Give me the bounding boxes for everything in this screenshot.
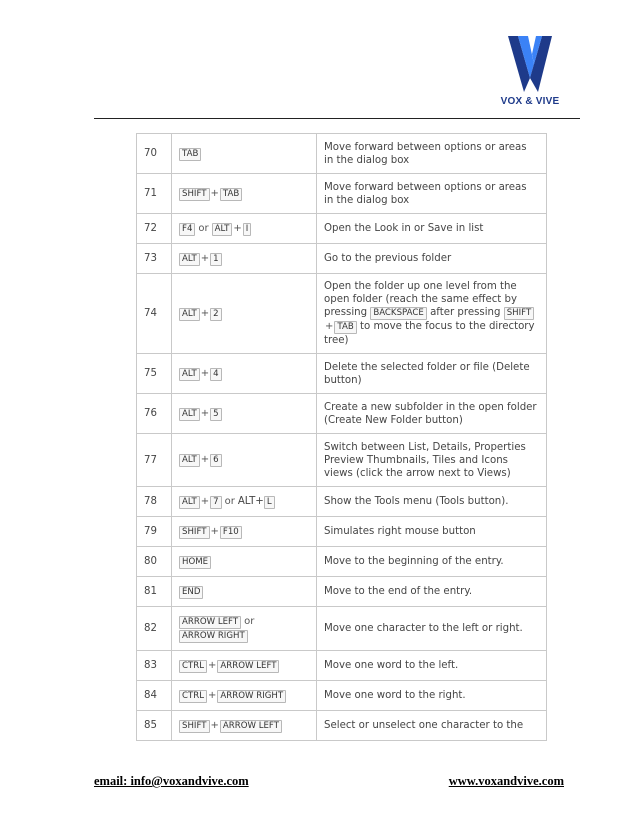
row-number: 70 <box>137 134 172 174</box>
shortcut-description: Move to the end of the entry. <box>317 577 547 607</box>
key-cap: SHIFT <box>179 720 210 733</box>
shortcut-description <box>317 274 547 354</box>
key-cap: L <box>264 496 275 509</box>
shortcut-description: Move forward between options or areas in the dialog box <box>317 134 547 174</box>
shortcut-description: Move one word to the left. <box>317 651 547 681</box>
plus-sign: + <box>200 454 210 465</box>
table-row <box>137 214 547 244</box>
vox-vive-logo-mark-icon <box>498 34 562 94</box>
shortcut-description: Switch between List, Details, Properties Preview Thumbnails, Tiles and Icons views (click the arrow next to Views) <box>317 434 547 487</box>
table-row <box>137 681 547 711</box>
shortcut-keys <box>172 681 317 711</box>
key-cap: ALT <box>179 253 200 266</box>
key-cap: 1 <box>210 253 221 266</box>
key-cap: ARROW LEFT <box>220 720 282 733</box>
row-number: 79 <box>137 517 172 547</box>
table-row <box>137 487 547 517</box>
plus-sign: + <box>200 307 210 319</box>
shortcut-keys <box>172 651 317 681</box>
description-text: after pressing <box>426 307 504 318</box>
key-cap: END <box>179 586 203 599</box>
plus-sign: + <box>200 407 210 419</box>
key-cap: ALT <box>212 223 233 236</box>
key-cap: HOME <box>179 556 211 569</box>
key-cap: 4 <box>210 368 221 381</box>
row-number: 75 <box>137 354 172 394</box>
shortcut-description: Move one character to the left or right. <box>317 607 547 651</box>
shortcut-keys <box>172 577 317 607</box>
description-text: Open the folder up one level from the open folder (reach the same effect by pressing <box>324 281 518 318</box>
row-number: 73 <box>137 244 172 274</box>
row-number: 71 <box>137 174 172 214</box>
key-cap: CTRL <box>179 660 207 673</box>
shortcut-keys <box>172 394 317 434</box>
shortcut-description: Delete the selected folder or file (Delete button) <box>317 354 547 394</box>
key-cap: 2 <box>210 308 221 321</box>
plus-sign: + <box>208 659 217 671</box>
description-text: to move the focus to the directory tree) <box>324 321 535 346</box>
row-number: 78 <box>137 487 172 517</box>
key-cap: 7 <box>210 496 221 509</box>
key-cap: 6 <box>210 454 221 467</box>
plus-sign: + <box>200 495 210 507</box>
key-cap: F10 <box>220 526 242 539</box>
key-cap: ALT <box>179 308 200 321</box>
or-separator: or <box>244 615 255 627</box>
plus-sign: + <box>233 222 242 234</box>
row-number: 83 <box>137 651 172 681</box>
vox-vive-logo <box>498 34 562 110</box>
shortcut-description: Go to the previous folder <box>317 244 547 274</box>
or-separator: or <box>224 495 235 507</box>
logo-text: VOX & VIVE <box>500 96 560 107</box>
plain-key-text: ALT+ <box>237 495 264 507</box>
table-row <box>137 651 547 681</box>
shortcut-description: Simulates right mouse button <box>317 517 547 547</box>
key-cap: TAB <box>179 148 201 161</box>
row-number: 77 <box>137 434 172 487</box>
key-cap: SHIFT <box>179 526 210 539</box>
shortcut-keys <box>172 711 317 741</box>
table-row <box>137 711 547 741</box>
plus-sign: + <box>200 252 210 264</box>
shortcut-table <box>136 133 547 741</box>
shortcut-keys <box>172 517 317 547</box>
table-row <box>137 607 547 651</box>
key-cap: I <box>243 223 252 236</box>
table-row <box>137 394 547 434</box>
row-number: 74 <box>137 274 172 354</box>
key-cap: ARROW LEFT <box>217 660 279 673</box>
header-divider <box>94 118 580 119</box>
key-cap: TAB <box>220 188 242 201</box>
table-row <box>137 517 547 547</box>
shortcut-keys <box>172 214 317 244</box>
table-row <box>137 274 547 354</box>
key-cap: TAB <box>334 321 356 334</box>
table-row <box>137 577 547 607</box>
key-cap: ALT <box>179 454 200 467</box>
table-row <box>137 244 547 274</box>
shortcut-description: Move forward between options or areas in the dialog box <box>317 174 547 214</box>
row-number: 84 <box>137 681 172 711</box>
key-cap: ARROW LEFT <box>179 616 241 629</box>
or-separator: or <box>198 222 209 234</box>
shortcut-description: Create a new subfolder in the open folder (Create New Folder button) <box>317 394 547 434</box>
footer-website-link[interactable]: www.voxandvive.com <box>448 774 564 788</box>
table-row <box>137 354 547 394</box>
shortcut-keys <box>172 547 317 577</box>
table-row <box>137 434 547 487</box>
plus-sign: + <box>325 321 334 332</box>
plus-sign: + <box>200 367 210 379</box>
shortcut-keys <box>172 434 317 487</box>
plus-sign: + <box>210 525 219 537</box>
table-row <box>137 174 547 214</box>
key-cap: CTRL <box>179 690 207 703</box>
shortcut-keys <box>172 244 317 274</box>
shortcut-description: Open the Look in or Save in list <box>317 214 547 244</box>
key-cap: SHIFT <box>504 307 535 320</box>
footer-email-link[interactable]: email: info@voxandvive.com <box>94 774 249 788</box>
shortcut-description: Move one word to the right. <box>317 681 547 711</box>
key-cap: F4 <box>179 223 195 236</box>
row-number: 80 <box>137 547 172 577</box>
shortcut-keys <box>172 487 317 517</box>
key-cap: 5 <box>210 408 221 421</box>
shortcut-description: Move to the beginning of the entry. <box>317 547 547 577</box>
key-cap: ARROW RIGHT <box>217 690 286 703</box>
row-number: 82 <box>137 607 172 651</box>
shortcut-keys <box>172 174 317 214</box>
shortcut-keys <box>172 354 317 394</box>
key-cap: ALT <box>179 408 200 421</box>
shortcut-description: Show the Tools menu (Tools button). <box>317 487 547 517</box>
plus-sign: + <box>210 719 219 731</box>
key-cap: ARROW RIGHT <box>179 630 248 643</box>
table-row <box>137 547 547 577</box>
key-cap: ALT <box>179 368 200 381</box>
plus-sign: + <box>208 689 217 701</box>
shortcut-keys <box>172 134 317 174</box>
shortcut-description: Select or unselect one character to the <box>317 711 547 741</box>
shortcut-keys <box>172 607 317 651</box>
key-cap: SHIFT <box>179 188 210 201</box>
table-row <box>137 134 547 174</box>
plus-sign: + <box>210 187 219 199</box>
key-cap: BACKSPACE <box>370 307 427 320</box>
row-number: 76 <box>137 394 172 434</box>
row-number: 85 <box>137 711 172 741</box>
row-number: 72 <box>137 214 172 244</box>
shortcut-keys <box>172 274 317 354</box>
row-number: 81 <box>137 577 172 607</box>
key-cap: ALT <box>179 496 200 509</box>
